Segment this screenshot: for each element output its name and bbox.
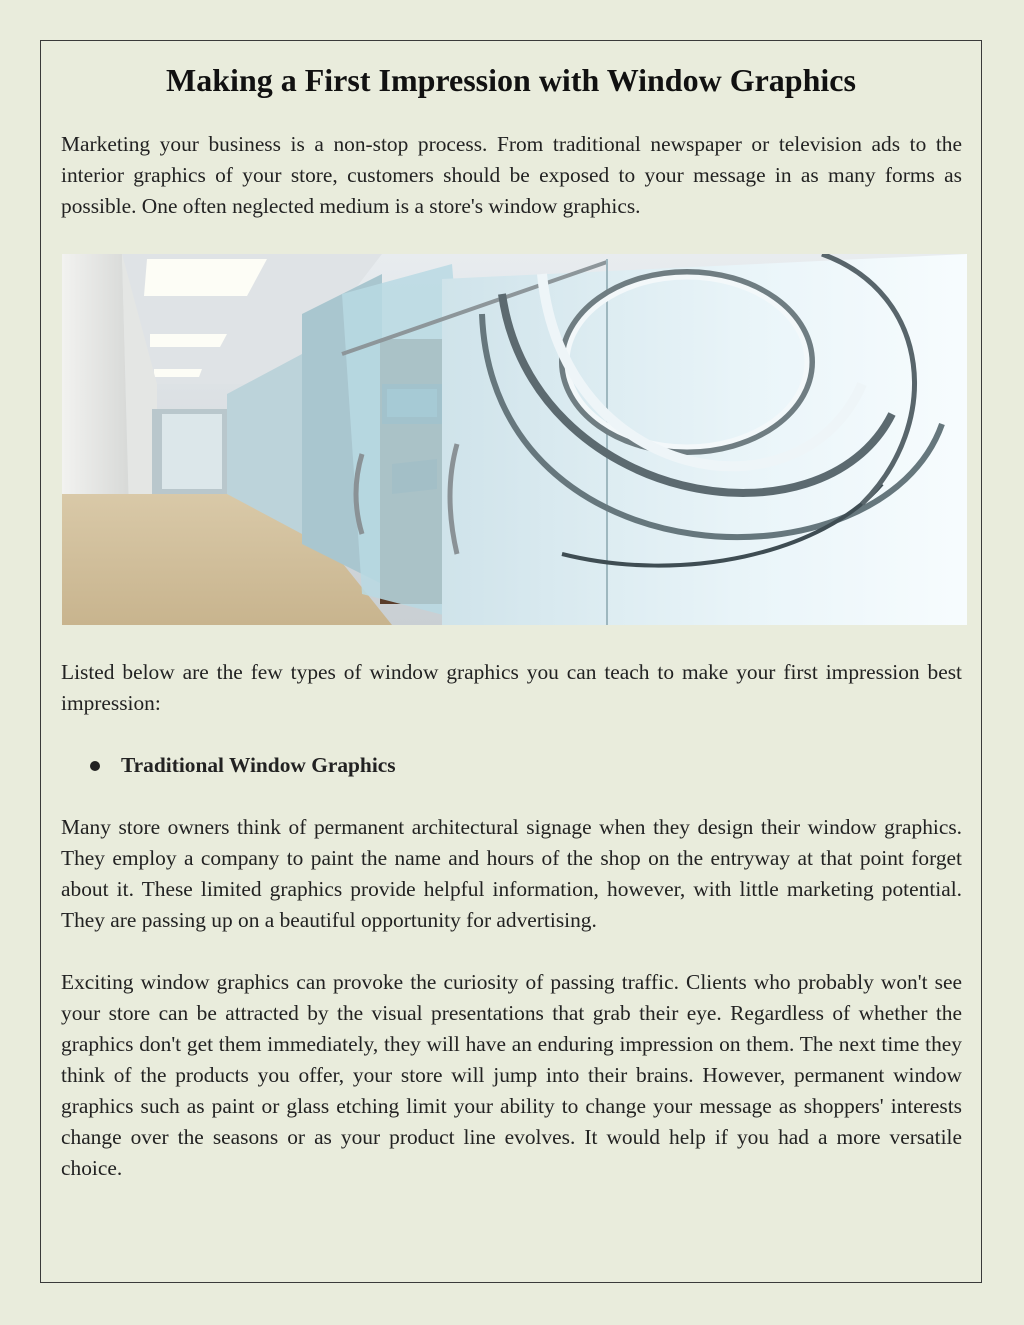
paragraph-exciting: Exciting window graphics can provoke the curiosity of passing traffic. Clients who probably won't see your store can be attracted by the visual presentations that grab their eye. Regardless of whether the graphics don't get them immediately, they will have an enduring impression on them. The next time they think of the products you offer, your store will jump into their brains. However, permanent window graphics such as paint or glass etching limit your ability to change your message as shoppers' interests change over the seasons or as your product line evolves. It would help if you had a more versatile choice. [61, 970, 962, 1180]
paragraph-many: Many store owners think of permanent architectural signage when they design their window graphics. They employ a company to paint the name and hours of the shop on the entryway at that point forget about it. These limited graphics provide helpful information, however, with little marketing potential. They are passing up on a beautiful opportunity for advertising. [61, 815, 962, 932]
bullet-heading: Traditional Window Graphics [121, 753, 396, 777]
bullet-item [90, 750, 396, 781]
listed-paragraph: Listed below are the few types of window graphics you can teach to make your first impression best impression: [61, 660, 962, 715]
office-glass-doors-photo [62, 254, 967, 625]
bullet-dot-icon [90, 761, 100, 771]
intro-paragraph: Marketing your business is a non-stop process. From traditional newspaper or television ads to the interior graphics of your store, customers should be exposed to your message in as many forms as possible. One often neglected medium is a store's window graphics. [61, 132, 962, 218]
page-title: Making a First Impression with Window Graphics [166, 62, 856, 98]
